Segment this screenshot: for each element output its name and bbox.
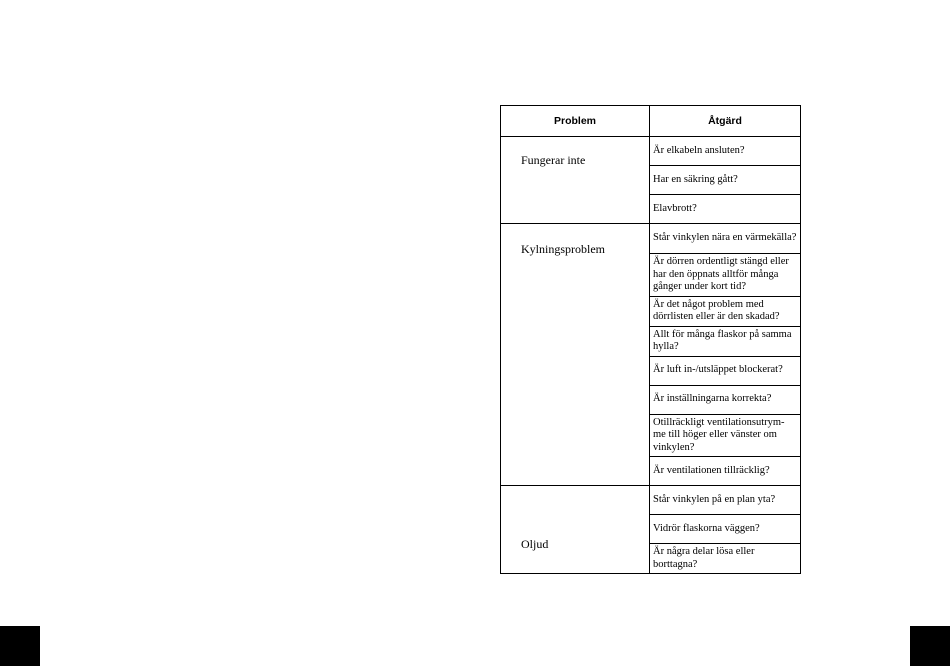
header-action: Åtgärd	[650, 106, 801, 137]
page-corner-mark-left	[0, 626, 40, 666]
action-cell: Är ventilationen tillräcklig?	[650, 457, 801, 486]
action-cell: Står vinkylen på en plan yta?	[650, 486, 801, 515]
action-cell: Är det något problem med dörrlisten eller är den skadad?	[650, 296, 801, 326]
page-corner-mark-right	[910, 626, 950, 666]
problem-cell: Kylningsproblem	[501, 224, 650, 486]
action-cell: Är några delar lösa eller borttagna?	[650, 544, 801, 574]
action-cell: Är elkabeln ansluten?	[650, 137, 801, 166]
problem-cell: Fungerar inte	[501, 137, 650, 224]
table-row	[501, 137, 801, 166]
action-cell: Elavbrott?	[650, 195, 801, 224]
action-cell: Är luft in-/utsläppet blockerat?	[650, 356, 801, 385]
action-cell: Har en säkring gått?	[650, 166, 801, 195]
action-cell: Otillräckligt ventilationsutrym-me till höger eller vänster om vinkylen?	[650, 414, 801, 457]
problem-cell: Oljud	[501, 486, 650, 574]
table-header-row	[501, 106, 801, 137]
action-cell: Står vinkylen nära en värmekälla?	[650, 224, 801, 254]
table-row	[501, 486, 801, 515]
action-cell: Är inställningarna korrekta?	[650, 385, 801, 414]
action-cell: Är dörren ordentligt stängd eller har den öppnats alltför många gånger under kort tid?	[650, 254, 801, 297]
table-row	[501, 224, 801, 254]
troubleshooting-table	[500, 105, 801, 574]
action-cell: Vidrör flaskorna väggen?	[650, 515, 801, 544]
header-problem: Problem	[501, 106, 650, 137]
action-cell: Allt för många flaskor på samma hylla?	[650, 326, 801, 356]
